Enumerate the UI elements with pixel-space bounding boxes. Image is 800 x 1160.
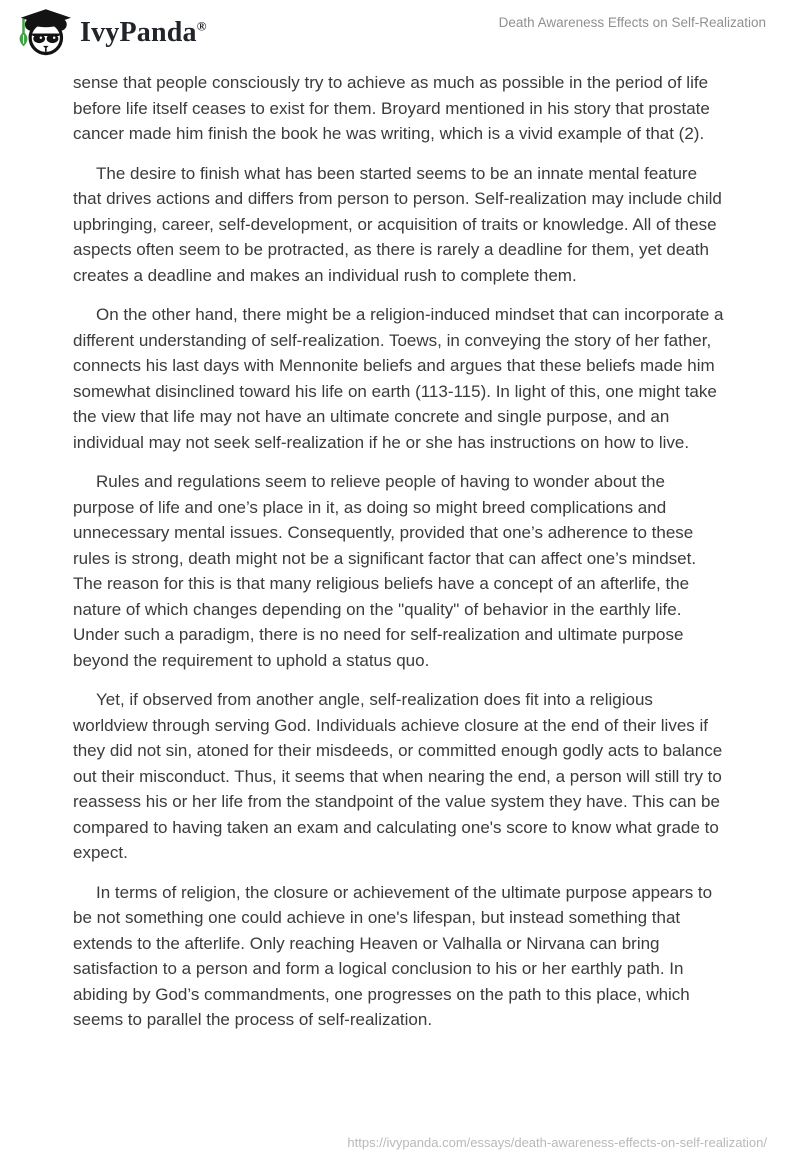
essay-paragraph: On the other hand, there might be a religion-induced mindset that can incorporate a different understanding of self-realization. Toews, in conveying the story of her father, connects his last days with Mennonite beliefs and argues that these beliefs made him somewhat disinclined toward his life on earth (113-115). In light of this, one might take the view that life may not have an ultimate concrete and single purpose, and an individual may not seek self-realization if he or she has instructions on how to live. [73, 305, 724, 452]
panda-graduate-icon [14, 8, 71, 58]
page-footer [347, 1135, 767, 1150]
page-header [0, 0, 800, 58]
essay-paragraph: Rules and regulations seem to relieve people of having to wonder about the purpose of life and one’s place in it, as doing so might breed complications and unnecessary mental issues. Consequently, provided that one’s adherence to these rules is strong, death might not be a significant factor that can affect one’s mindset. The reason for this is that many religious beliefs have a concept of an afterlife, the nature of which changes depending on the "quality" of behavior in the earthly life. Under such a paradigm, there is no need for self-realization and ultimate purpose beyond the requirement to uphold a status quo. [73, 472, 697, 670]
brand-name-text: IvyPanda [80, 17, 197, 48]
brand-name [80, 8, 207, 58]
essay-paragraph: Yet, if observed from another angle, self-realization does fit into a religious worldview through serving God. Individuals achieve closure at the end of their lives if they did not sin, atoned for their misdeeds, or committed enough godly acts to balance out their misconduct. Thus, it seems that when nearing the end, a person will still try to reassess his or her life from the standpoint of the value system they have. This can be compared to having taken an exam and calculating one's score to know what grade to expect. [73, 690, 723, 862]
registered-mark: ® [196, 18, 207, 34]
essay-paragraph: sense that people consciously try to achieve as much as possible in the period of life before life itself ceases to exist for them. Broyard mentioned in his story that prostate cancer made him finish the book he was writing, which is a vivid example of that (2). [73, 73, 710, 143]
essay-paragraph: The desire to finish what has been started seems to be an innate mental feature that drives actions and differs from person to person. Self-realization may include child upbringing, career, self-development, or acquisition of traits or knowledge. All of these aspects often seem to be protracted, as there is rarely a deadline for them, yet death creates a deadline and makes an individual rush to complete them. [73, 163, 722, 285]
document-title: Death Awareness Effects on Self-Realization [498, 15, 766, 30]
essay-content [73, 70, 728, 1033]
brand [14, 8, 207, 58]
source-url: https://ivypanda.com/essays/death-awareness-effects-on-self-realization/ [347, 1135, 767, 1150]
essay-paragraph: In terms of religion, the closure or achievement of the ultimate purpose appears to be not something one could achieve in one's lifespan, but instead something that extends to the afterlife. Only reaching Heaven or Valhalla or Nirvana can bring satisfaction to a person and form a logical conclusion to his or her earthly path. In abiding by God’s commandments, one progresses on the path to this place, which seems to parallel the process of self-realization. [73, 882, 713, 1029]
